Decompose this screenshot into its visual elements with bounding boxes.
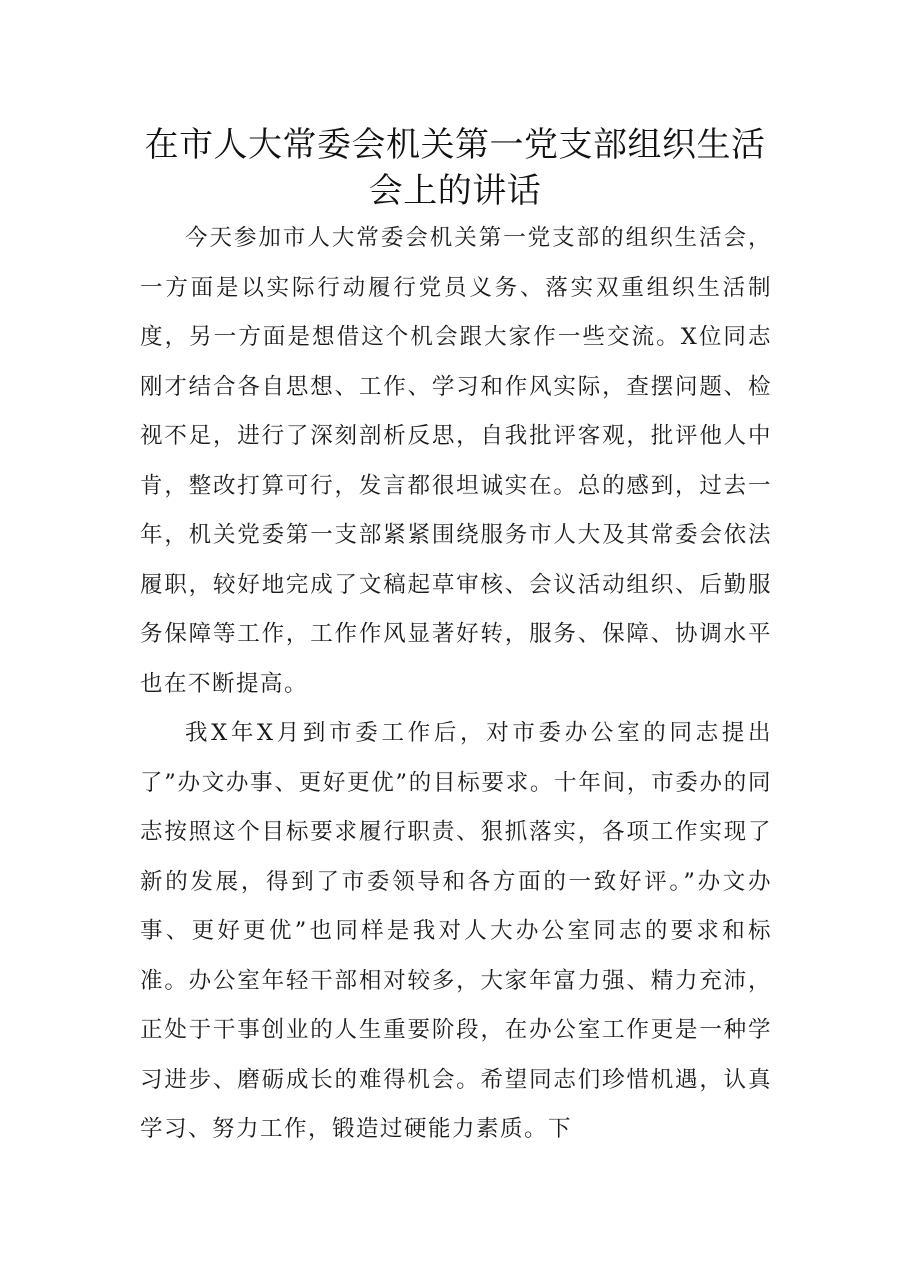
paragraph-2: 我X年X月到市委工作后，对市委办公室的同志提出了”办文办事、更好更优”的目标要求。十年间，市委办的同志按照这个目标要求履行职责、狠抓落实，各项工作实现了新的发展，得到了市委领导和各方面的一致好评。”办文办事、更好更优”也同样是我对人大办公室同志的要求和标准。办公室年轻干部相对较多，大家年富力强、精力充沛，正处于干事创业的人生重要阶段，在办公室工作更是一种学习进步、磨砺成长的难得机会。希望同志们珍惜机遇，认真学习、努力工作，锻造过硬能力素质。下	[140, 720, 772, 1142]
document-title	[140, 122, 770, 214]
title-line-2: 会上的讲话	[368, 171, 542, 211]
paragraph-1: 今天参加市人大常委会机关第一党支部的组织生活会，一方面是以实际行动履行党员义务、落实双重组织生活制度，另一方面是想借这个机会跟大家作一些交流。X位同志刚才结合各自思想、工作、学习和作风实际，查摆问题、检视不足，进行了深刻剖析反思，自我批评客观，批评他人中肯，整改打算可行，发言都很坦诚实在。总的感到，过去一年，机关党委第一支部紧紧围绕服务市人大及其常委会依法履职，较好地完成了文稿起草审核、会议活动组织、后勤服务保障等工作，工作作风显著好转，服务、保障、协调水平也在不断提高。	[140, 225, 772, 697]
document-body	[140, 214, 772, 1155]
title-line-1: 在市人大常委会机关第一党支部组织生活	[144, 125, 766, 165]
